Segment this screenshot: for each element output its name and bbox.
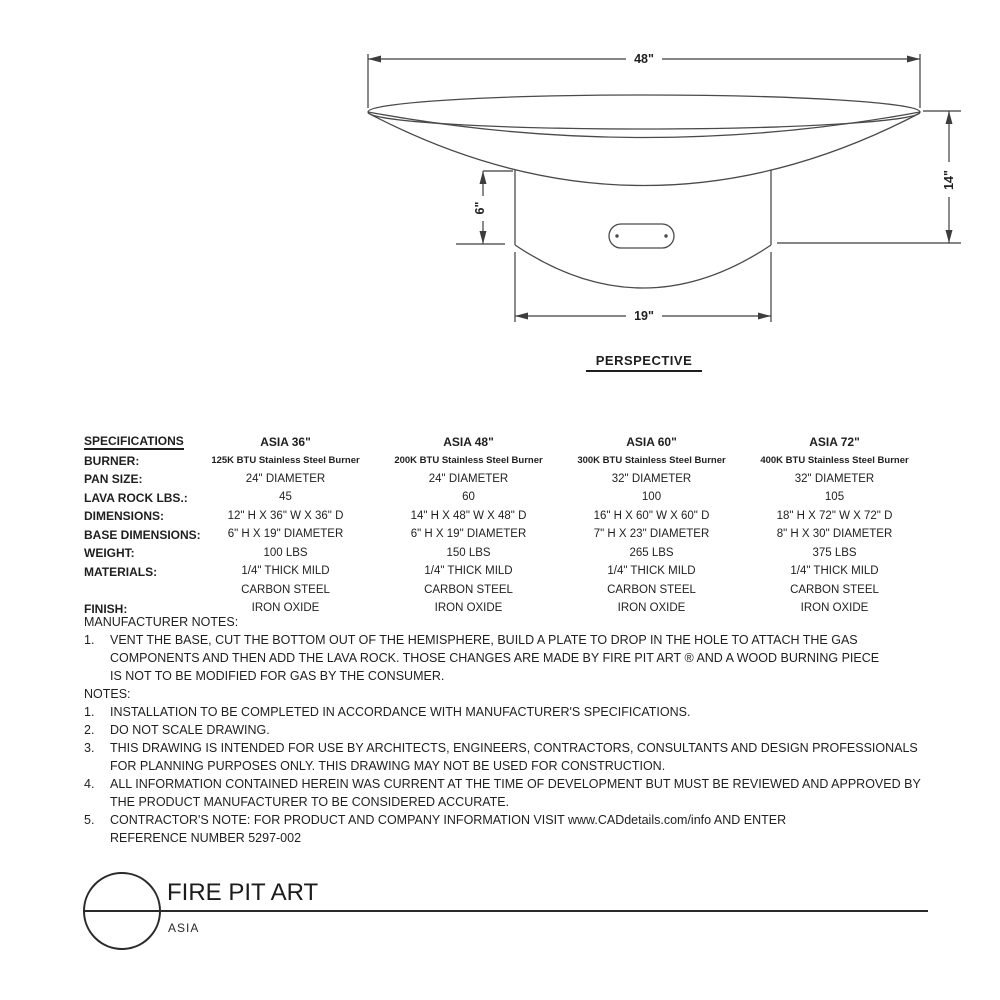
note-number: 1. (84, 705, 95, 719)
table-cell: 6" H X 19" DIAMETER (227, 528, 344, 540)
row-label-base-dimensions: BASE DIMENSIONS: (84, 527, 201, 542)
row-label-burner: BURNER: (84, 453, 140, 468)
dimension-height-14 (777, 111, 961, 243)
table-cell: 265 LBS (629, 546, 674, 559)
note-line: INSTALLATION TO BE COMPLETED IN ACCORDANCE WITH MANUFACTURER'S SPECIFICATIONS. (110, 705, 691, 719)
table-cell: 18" H X 72" W X 72" D (776, 509, 893, 522)
column-header-asia-48: ASIA 48" (443, 435, 494, 450)
table-cell: 24" DIAMETER (245, 472, 326, 485)
table-cell: 60 (462, 491, 475, 503)
note-number: 4. (84, 777, 95, 791)
table-cell: CARBON STEEL (424, 583, 513, 596)
note-number: 5. (84, 813, 95, 827)
note-item (84, 775, 940, 811)
table-cell: CARBON STEEL (241, 583, 330, 596)
brand-name: FIRE PIT ART (167, 879, 319, 906)
note-line: IS NOT TO BE MODIFIED FOR GAS BY THE CONSUMER. (110, 669, 445, 683)
note-number: 1. (84, 633, 95, 647)
note-item (84, 811, 940, 847)
dimension-label-height: 14" (942, 170, 956, 190)
table-cell: 105 (824, 491, 845, 503)
table-cell: IRON OXIDE (251, 602, 320, 614)
table-cell: 100 (641, 491, 662, 503)
table-cell: 300K BTU Stainless Steel Burner (577, 455, 726, 466)
row-label-finish: FINISH: (84, 601, 128, 616)
table-cell: 32" DIAMETER (611, 472, 692, 485)
table-cell: 150 LBS (446, 546, 491, 559)
note-line: THE PRODUCT MANUFACTURER TO BE CONSIDERED ACCURATE. (110, 795, 510, 809)
note-item (84, 721, 940, 739)
table-cell: 125K BTU Stainless Steel Burner (211, 455, 360, 466)
table-cell: 200K BTU Stainless Steel Burner (394, 455, 543, 466)
table-cell: 7" H X 23" DIAMETER (593, 528, 710, 540)
table-cell: IRON OXIDE (800, 602, 869, 614)
row-label-pan-size: PAN SIZE: (84, 472, 143, 487)
note-line: COMPONENTS AND THEN ADD THE LAVA ROCK. THOSE CHANGES ARE MADE BY FIRE PIT ART ® AND A WOOD BURNING PIECE (110, 651, 880, 665)
table-cell: 32" DIAMETER (794, 472, 875, 485)
table-cell: 1/4" THICK MILD (424, 565, 513, 577)
note-line: THIS DRAWING IS INTENDED FOR USE BY ARCHITECTS, ENGINEERS, CONTRACTORS, CONSULTANTS AND DESIGN PROFESSIONALS (110, 741, 918, 755)
table-cell: IRON OXIDE (434, 602, 503, 614)
manufacturer-note-item (84, 631, 940, 685)
drawing-caption: PERSPECTIVE (586, 353, 702, 372)
note-item (84, 739, 940, 775)
row-label-weight: WEIGHT: (84, 546, 135, 561)
product-model-name: ASIA (168, 921, 200, 935)
dimension-label-base-height: 6" (473, 201, 487, 215)
table-cell: CARBON STEEL (790, 583, 879, 596)
column-header-asia-60: ASIA 60" (626, 435, 677, 450)
perspective-drawing (0, 0, 1000, 400)
table-cell: CARBON STEEL (607, 583, 696, 596)
note-item (84, 703, 940, 721)
table-cell: 6" H X 19" DIAMETER (410, 528, 527, 540)
note-number: 2. (84, 723, 95, 737)
dimension-base-height-6 (456, 171, 513, 244)
note-number: 3. (84, 741, 95, 755)
column-header-asia-72: ASIA 72" (809, 435, 860, 450)
table-cell: 100 LBS (263, 546, 308, 559)
title-block-divider (83, 910, 928, 912)
row-label-lava-rock: LAVA ROCK LBS.: (84, 490, 188, 505)
table-cell: 1/4" THICK MILD (241, 565, 330, 577)
note-line: CONTRACTOR'S NOTE: FOR PRODUCT AND COMPANY INFORMATION VISIT www.CADdetails.com/info AND ENTER (110, 813, 787, 827)
table-cell: 16" H X 60" W X 60" D (593, 509, 710, 522)
fire-pit-bowl (368, 95, 920, 186)
notes-title: NOTES: (84, 687, 131, 701)
table-cell: 1/4" THICK MILD (607, 565, 696, 577)
row-label-materials: MATERIALS: (84, 564, 158, 579)
table-cell: 45 (279, 491, 292, 503)
table-cell: 14" H X 48" W X 48" D (410, 509, 527, 522)
dimension-label-width: 48" (634, 52, 654, 66)
note-line: DO NOT SCALE DRAWING. (110, 723, 270, 737)
column-header-asia-36: ASIA 36" (260, 435, 311, 450)
fire-pit-base (515, 170, 771, 288)
specifications-table (84, 433, 926, 618)
table-cell: 12" H X 36" W X 36" D (227, 509, 344, 522)
table-cell: 1/4" THICK MILD (790, 565, 879, 577)
dimension-label-base-width: 19" (634, 309, 654, 323)
table-cell: IRON OXIDE (617, 602, 686, 614)
table-cell: 8" H X 30" DIAMETER (776, 528, 893, 540)
note-line: VENT THE BASE, CUT THE BOTTOM OUT OF THE HEMISPHERE, BUILD A PLATE TO DROP IN THE HOLE TO ATTACH THE GAS (110, 633, 858, 647)
notes-section (84, 613, 940, 847)
table-cell: 375 LBS (812, 546, 857, 559)
spec-table-title: SPECIFICATIONS (84, 433, 184, 448)
note-line: FOR PLANNING PURPOSES ONLY. THIS DRAWING MAY NOT BE USED FOR CONSTRUCTION. (110, 759, 666, 773)
manufacturer-notes-title: MANUFACTURER NOTES: (84, 615, 239, 629)
table-cell: 400K BTU Stainless Steel Burner (760, 455, 909, 466)
note-line: REFERENCE NUMBER 5297-002 (110, 831, 302, 845)
note-line: ALL INFORMATION CONTAINED HEREIN WAS CURRENT AT THE TIME OF DEVELOPMENT BUT MUST BE REVIEWED AND APPROVED BY (110, 777, 921, 791)
row-label-dimensions: DIMENSIONS: (84, 509, 165, 524)
table-cell: 24" DIAMETER (428, 472, 509, 485)
vent-cutout (609, 224, 674, 248)
